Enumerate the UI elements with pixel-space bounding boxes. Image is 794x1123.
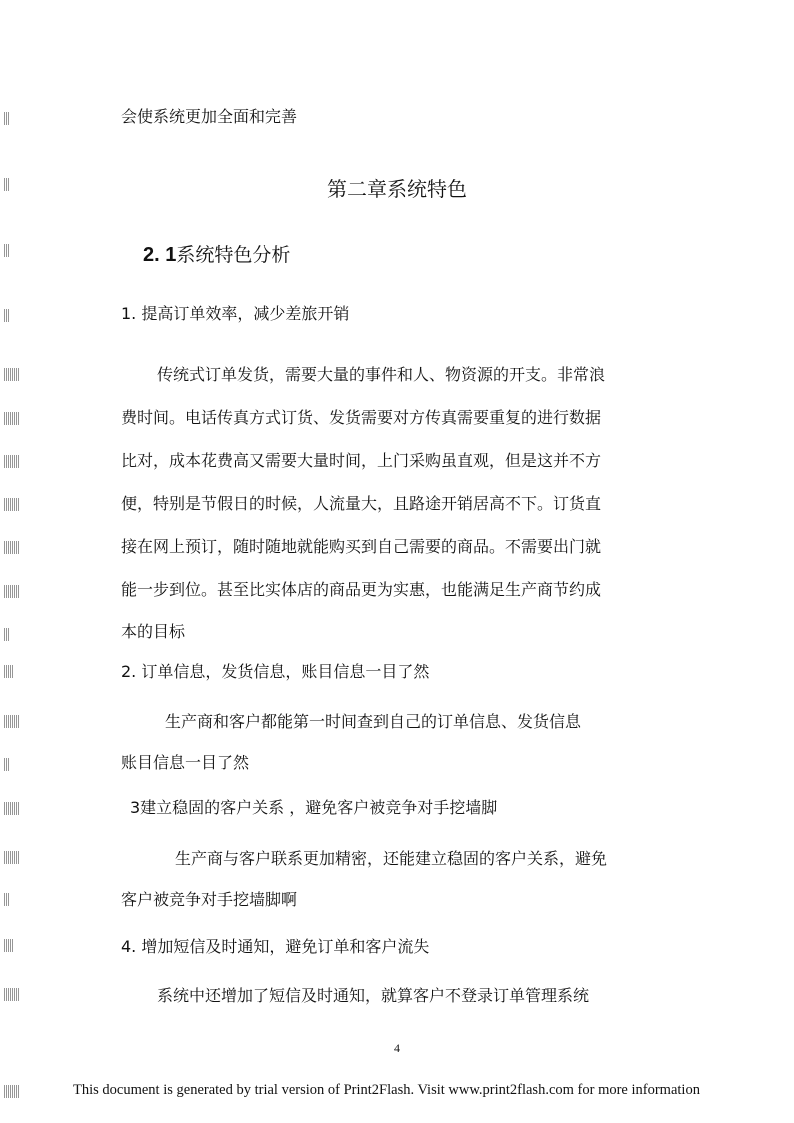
margin-mark: [4, 541, 20, 554]
margin-mark: [4, 498, 20, 511]
body-line: 本的目标: [121, 622, 186, 641]
margin-mark: [4, 715, 20, 728]
margin-mark: [4, 851, 20, 864]
trial-footer: This document is generated by trial version of Print2Flash. Visit www.print2flash.com for more information: [73, 1082, 700, 1098]
list-item-heading: 2. 订单信息，发货信息，账目信息一目了然: [121, 662, 430, 681]
margin-mark: [4, 628, 9, 641]
margin-mark: [4, 893, 9, 906]
margin-mark: [4, 112, 9, 125]
body-line: 会使系统更加全面和完善: [121, 107, 298, 126]
body-line: 账目信息一目了然: [121, 753, 250, 772]
body-line: 接在网上预订，随时随地就能购买到自己需要的商品。不需要出门就: [121, 537, 602, 556]
chapter-title: 第二章系统特色: [327, 177, 467, 201]
margin-mark: [4, 665, 14, 678]
list-item-heading: 4. 增加短信及时通知，避免订单和客户流失: [121, 937, 430, 956]
body-line: 便，特别是节假日的时候，人流量大，且路途开销居高不下。订货直: [121, 494, 602, 513]
margin-mark: [4, 802, 20, 815]
page-number: 4: [394, 1041, 400, 1055]
margin-mark: [4, 758, 9, 771]
margin-mark: [4, 939, 14, 952]
margin-mark: [4, 1085, 20, 1098]
section-number: 2. 1: [143, 244, 177, 266]
section-heading: [143, 242, 290, 268]
margin-mark: [4, 455, 20, 468]
list-item-heading: 3建立稳固的客户关系 ，避免客户被竞争对手挖墙脚: [130, 798, 498, 817]
body-line: 系统中还增加了短信及时通知，就算客户不登录订单管理系统: [157, 986, 590, 1005]
body-line: 比对，成本花费高又需要大量时间，上门采购虽直观，但是这并不方: [121, 451, 602, 470]
body-line: 生产商与客户联系更加精密，还能建立稳固的客户关系，避免: [175, 849, 608, 868]
margin-mark: [4, 585, 20, 598]
margin-mark: [4, 244, 9, 257]
body-line: 传统式订单发货，需要大量的事件和人、物资源的开支。非常浪: [157, 365, 606, 384]
margin-mark: [4, 412, 20, 425]
section-title: 系统特色分析: [176, 244, 291, 266]
margin-mark: [4, 988, 20, 1001]
margin-mark: [4, 309, 9, 322]
body-line: 费时间。电话传真方式订货、发货需要对方传真需要重复的进行数据: [121, 408, 602, 427]
list-item-heading: 1. 提高订单效率，减少差旅开销: [121, 304, 350, 323]
margin-mark: [4, 368, 20, 381]
body-line: 生产商和客户都能第一时间查到自己的订单信息、发货信息: [165, 712, 582, 731]
body-line: 客户被竞争对手挖墙脚啊: [121, 890, 298, 909]
body-line: 能一步到位。甚至比实体店的商品更为实惠，也能满足生产商节约成: [121, 580, 602, 599]
